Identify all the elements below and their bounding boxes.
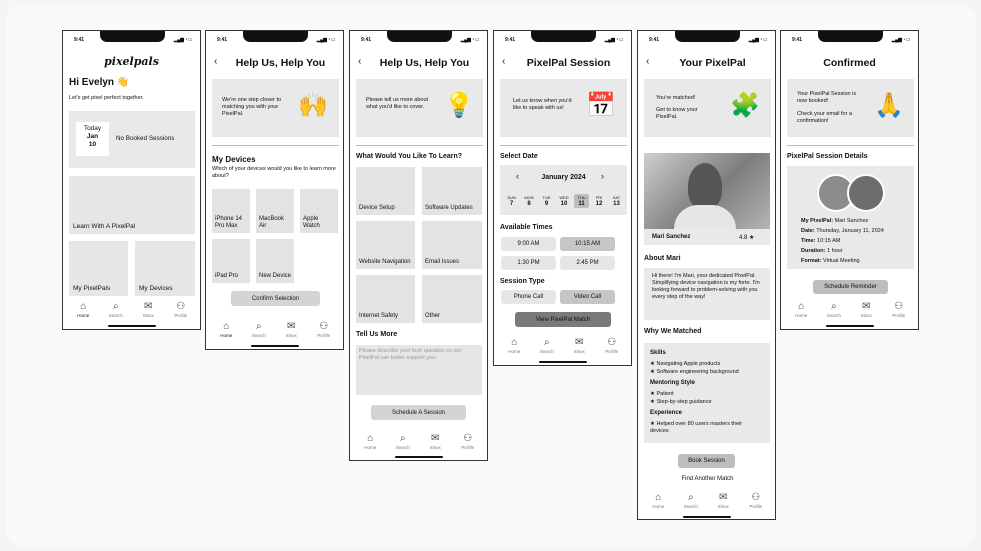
divider (212, 145, 339, 146)
status-time: 9:41 (74, 37, 85, 43)
topic-label: Internet Safety (359, 313, 399, 319)
tab-search-label: Search (539, 349, 554, 354)
home-icon: ⌂ (655, 492, 662, 503)
page-title: Confirmed (823, 57, 876, 69)
tab-profile[interactable] (598, 337, 626, 354)
profile-icon: ⚇ (751, 492, 761, 503)
device-option[interactable] (212, 239, 250, 283)
day-number: 9 (544, 201, 549, 207)
page-title: Help Us, Help You (379, 57, 470, 69)
skill-item: ★ Software engineering background (650, 369, 739, 375)
search-icon: ⌕ (830, 301, 837, 312)
device-option[interactable] (256, 189, 294, 233)
profile-icon: ⚇ (176, 301, 186, 312)
banner-booked: Your PixelPal Session is now booked! (797, 91, 857, 104)
topic-option[interactable] (356, 221, 415, 269)
tab-search[interactable] (245, 321, 273, 338)
tab-home[interactable] (69, 301, 97, 318)
status-time: 9:41 (649, 37, 660, 43)
topic-label: Other (425, 313, 441, 319)
book-session-button[interactable]: Book Session (678, 454, 735, 468)
tab-inbox[interactable] (134, 301, 162, 318)
confirm-selection-button[interactable]: Confirm Selection (231, 291, 320, 306)
rating: 4.8 ★ (739, 235, 755, 241)
profile-icon: ⚇ (894, 301, 904, 312)
tab-search-label: Search (251, 333, 266, 338)
section-heading: My Devices (212, 155, 256, 164)
status-time: 9:41 (792, 37, 803, 43)
learn-with-pixelpal-card[interactable] (69, 176, 195, 234)
avatar-shoulders (674, 205, 736, 229)
screen-session (493, 30, 632, 366)
detail-value: 1 hour (825, 248, 843, 254)
device-option[interactable] (212, 189, 250, 233)
tab-profile[interactable] (742, 492, 770, 509)
my-devices-card[interactable] (135, 241, 195, 296)
home-indicator (108, 325, 156, 327)
detail-key: My PixelPal: (801, 218, 834, 224)
profile-icon: ⚇ (607, 337, 617, 348)
day-name: SAT (612, 195, 621, 200)
divider (787, 145, 914, 146)
day-name: FRI (595, 195, 603, 200)
tab-inbox[interactable] (709, 492, 737, 509)
my-devices-label: My Devices (139, 285, 173, 292)
notch (675, 31, 740, 42)
status-time: 9:41 (361, 37, 372, 43)
home-indicator (683, 516, 731, 518)
tab-profile-label: Profile (749, 504, 763, 509)
divider (356, 145, 483, 146)
search-icon: ⌕ (399, 433, 406, 444)
page-title: Your PixelPal (679, 57, 746, 69)
tab-home-label: Home (77, 313, 90, 318)
tab-profile[interactable] (454, 433, 482, 450)
detail-key: Date: (801, 228, 815, 234)
tab-home[interactable] (644, 492, 672, 509)
status-icons: ▂▄▆ ◔ ▭ (748, 37, 767, 43)
back-icon[interactable]: ‹ (646, 56, 650, 67)
notch (531, 31, 596, 42)
tab-bar (210, 321, 340, 338)
home-indicator (826, 325, 874, 327)
notch (818, 31, 883, 42)
device-label: Apple Watch (303, 216, 320, 229)
section-question: Which of your devices would you like to learn more about? (212, 166, 336, 179)
day-cell[interactable] (557, 194, 572, 208)
topic-option[interactable] (422, 275, 482, 323)
schedule-reminder-button[interactable]: Schedule Reminder (813, 280, 888, 294)
tab-search[interactable] (389, 433, 417, 450)
banner-text: Let us know when you'd like to speak with us! (513, 98, 572, 111)
tab-home[interactable] (787, 301, 815, 318)
home-indicator (539, 361, 587, 363)
detail-row (801, 258, 860, 265)
tab-inbox-label: Inbox (285, 333, 297, 338)
back-icon[interactable]: ‹ (502, 56, 506, 67)
tab-home-label: Home (795, 313, 808, 318)
inbox-icon: ✉ (719, 492, 728, 503)
page-title: Help Us, Help You (235, 57, 326, 69)
banner-text: We're one step closer to matching you with your PixelPal. (222, 97, 282, 117)
back-icon[interactable]: ‹ (358, 56, 362, 67)
tab-profile[interactable] (885, 301, 913, 318)
lightbulb-brain-icon: 💡 (444, 92, 474, 119)
schedule-session-button[interactable]: Schedule A Session (371, 405, 466, 420)
tab-search[interactable] (820, 301, 848, 318)
tab-profile[interactable] (167, 301, 195, 318)
mentoring-heading: Mentoring Style (650, 380, 696, 386)
profile-icon: ⚇ (463, 433, 473, 444)
detail-row (801, 248, 843, 255)
notch (100, 31, 165, 42)
tab-profile-label: Profile (605, 349, 619, 354)
topic-label: Website Navigation (359, 259, 411, 265)
day-name: SUN (507, 195, 516, 200)
tab-search-label: Search (395, 445, 410, 450)
tab-inbox[interactable] (421, 433, 449, 450)
notch (387, 31, 452, 42)
detail-key: Time: (801, 238, 816, 244)
home-icon: ⌂ (511, 337, 518, 348)
tab-home[interactable] (500, 337, 528, 354)
day-number: 7 (509, 201, 514, 207)
hands-raised-icon: 🙌 (298, 92, 328, 119)
detail-key: Duration: (801, 248, 826, 254)
tab-home[interactable] (212, 321, 240, 338)
inbox-icon: ✉ (287, 321, 296, 332)
details-heading: PixelPal Session Details (787, 153, 868, 160)
banner-matched: You're matched! (656, 95, 696, 101)
tab-search-label: Search (683, 504, 698, 509)
my-pixelpals-card[interactable] (69, 241, 128, 296)
status-icons: ▂▄▆ ◔ ▭ (316, 37, 335, 43)
divider (500, 145, 627, 146)
device-label: iPad Pro (215, 273, 239, 279)
mentor-item: ★ Patient (650, 391, 674, 397)
banner-email: Check your email for a confirmation! (797, 111, 853, 124)
topic-option[interactable] (422, 167, 482, 215)
tab-profile[interactable] (310, 321, 338, 338)
search-icon: ⌕ (543, 337, 550, 348)
banner-text: Get to know your PixelPal. (656, 107, 698, 120)
today-month: Jan (86, 133, 99, 140)
tell-us-more-heading: Tell Us More (356, 331, 398, 338)
status-icons: ▂▄▆ ◔ ▭ (173, 37, 192, 43)
status-time: 9:41 (505, 37, 516, 43)
why-matched-heading: Why We Matched (644, 328, 702, 335)
search-icon: ⌕ (255, 321, 262, 332)
tab-home-label: Home (652, 504, 665, 509)
topic-label: Device Setup (359, 205, 395, 211)
tab-search[interactable] (677, 492, 705, 509)
tech-question-textarea[interactable]: Please describe your tech question so our PixelPal can better support you. (356, 345, 482, 395)
device-label: New Device (259, 273, 292, 279)
tab-inbox[interactable] (852, 301, 880, 318)
tab-search-label: Search (108, 313, 123, 318)
puzzle-icon: 🧩 (730, 92, 760, 119)
tab-bar (354, 433, 484, 450)
device-option[interactable] (300, 189, 338, 233)
tab-home[interactable] (356, 433, 384, 450)
mentor-text: Step-by-step guidance (656, 399, 712, 405)
tab-inbox-label: Inbox (573, 349, 585, 354)
tab-home-label: Home (220, 333, 233, 338)
status-icons: ▂▄▆ ◔ ▭ (604, 37, 623, 43)
tab-bar (642, 492, 772, 509)
topic-label: Email Issues (425, 259, 460, 265)
tab-inbox-label: Inbox (717, 504, 729, 509)
inbox-icon: ✉ (431, 433, 440, 444)
about-heading: About Mari (644, 255, 681, 262)
screen-your-pixelpal (637, 30, 776, 520)
day-cell-selected[interactable] (574, 194, 589, 208)
today-label: Today (83, 125, 102, 132)
profile-icon: ⚇ (319, 321, 329, 332)
day-name: TUE (542, 195, 551, 200)
detail-value: Virtual Meeting (821, 258, 860, 264)
bio-text: Hi there! I'm Mari, your dedicated PixelPal. Simplifying device navigation is my forte. I'm looking forward to problem-solving with you every step of the way! (644, 268, 770, 320)
home-icon: ⌂ (223, 321, 230, 332)
learn-label: Learn With A PixelPal (73, 223, 136, 230)
my-pixelpals-label: My PixelPals (73, 285, 111, 292)
inbox-icon: ✉ (144, 301, 153, 312)
high-five-icon: 🙏 (874, 92, 904, 119)
day-cell[interactable] (609, 194, 624, 208)
screen-topics (349, 30, 488, 461)
home-icon: ⌂ (80, 301, 87, 312)
tab-inbox-label: Inbox (429, 445, 441, 450)
video-call-option[interactable]: Video Call (560, 290, 615, 304)
detail-row (801, 218, 868, 225)
detail-row (801, 228, 884, 235)
tab-inbox[interactable] (277, 321, 305, 338)
day-name: THU (577, 195, 586, 200)
tab-bar (785, 301, 915, 318)
screen-home (62, 30, 201, 330)
home-indicator (251, 345, 299, 347)
tab-inbox-label: Inbox (142, 313, 154, 318)
day-number: 10 (560, 201, 568, 207)
tab-bar (67, 301, 197, 318)
time-slot[interactable]: 9:00 AM (501, 237, 556, 251)
detail-value: Thursday, January 11, 2024 (814, 228, 884, 234)
pixelpal-photo (644, 153, 770, 229)
day-number: 12 (595, 201, 603, 207)
greeting: Hi Evelyn 👋 (69, 77, 130, 88)
week-row (504, 194, 624, 208)
day-number: 11 (578, 201, 585, 207)
inbox-icon: ✉ (862, 301, 871, 312)
session-type-heading: Session Type (500, 278, 545, 285)
home-icon: ⌂ (367, 433, 374, 444)
tab-profile-label: Profile (174, 313, 188, 318)
detail-value: 10:15 AM (815, 238, 841, 244)
find-another-match-link[interactable]: Find Another Match (681, 476, 734, 482)
day-name: MON (524, 195, 534, 200)
tab-profile-label: Profile (317, 333, 331, 338)
day-cell[interactable] (592, 194, 607, 208)
day-cell[interactable] (504, 194, 519, 208)
screen-confirmed (780, 30, 919, 330)
skill-item: ★ Navigating Apple products (650, 361, 721, 367)
calendar-icon: 📅 (586, 92, 616, 119)
home-icon: ⌂ (798, 301, 805, 312)
calendar-date-badge (76, 122, 109, 156)
phone-call-option[interactable]: Phone Call (501, 290, 556, 304)
detail-value: Mari Sanchez (833, 218, 869, 224)
device-label: iPhone 14 Pro Max (215, 216, 243, 229)
app-logo: pixelpals (104, 55, 159, 68)
day-number: 8 (527, 201, 531, 207)
avatar (847, 174, 885, 212)
experience-item: ★ Helped over 80 users masters their devices (650, 421, 743, 434)
home-indicator (395, 456, 443, 458)
search-icon: ⌕ (112, 301, 119, 312)
detail-key: Format: (801, 258, 822, 264)
skill-text: Navigating Apple products (656, 361, 721, 367)
time-slot[interactable]: 1:30 PM (501, 256, 556, 270)
mentor-item: ★ Step-by-step guidance (650, 399, 712, 405)
skill-text: Software engineering background (656, 369, 739, 375)
topic-option[interactable] (356, 167, 415, 215)
skills-heading: Skills (650, 350, 666, 356)
view-match-button[interactable]: View PixelPal Match (515, 312, 611, 327)
tab-home-label: Home (508, 349, 521, 354)
day-name: WED (559, 195, 569, 200)
chevron-right-icon[interactable]: › (601, 171, 604, 181)
page-title: PixelPal Session (526, 57, 611, 69)
status-icons: ▂▄▆ ◔ ▭ (891, 37, 910, 43)
greeting-subtitle: Let's get pixel perfect together. (69, 95, 144, 101)
tab-bar (498, 337, 628, 354)
available-times-heading: Available Times (500, 224, 553, 231)
select-date-heading: Select Date (500, 153, 538, 160)
calendar-month: January 2024 (541, 174, 586, 181)
notch (243, 31, 308, 42)
tab-inbox[interactable] (565, 337, 593, 354)
pixelpal-name: Mari Sanchez (652, 234, 691, 240)
no-sessions-text: No Booked Sessions (116, 135, 175, 142)
mentor-text: Patient (656, 391, 674, 397)
tab-search[interactable] (102, 301, 130, 318)
today-day: 10 (88, 141, 97, 148)
day-cell[interactable] (539, 194, 554, 208)
chevron-left-icon[interactable]: ‹ (516, 171, 519, 181)
status-time: 9:41 (217, 37, 228, 43)
avatar (688, 163, 722, 209)
day-number: 13 (613, 201, 620, 207)
status-icons: ▂▄▆ ◔ ▭ (460, 37, 479, 43)
tab-search[interactable] (533, 337, 561, 354)
topic-option[interactable] (356, 275, 415, 323)
tab-inbox-label: Inbox (860, 313, 872, 318)
experience-text: Helped over 80 users masters their devices (650, 421, 743, 434)
tab-profile-label: Profile (461, 445, 475, 450)
tab-home-label: Home (364, 445, 377, 450)
banner-text: Please tell us more about what you'd like to cover. (366, 97, 429, 110)
time-slot-selected[interactable]: 10:15 AM (560, 237, 615, 251)
search-icon: ⌕ (687, 492, 694, 503)
topic-option[interactable] (422, 221, 482, 269)
detail-row (801, 238, 840, 245)
day-cell[interactable] (522, 194, 537, 208)
tab-profile-label: Profile (892, 313, 906, 318)
tab-search-label: Search (826, 313, 841, 318)
device-label: MacBook Air (259, 216, 285, 229)
back-icon[interactable]: ‹ (214, 56, 218, 67)
topic-label: Software Updates (425, 205, 473, 211)
experience-heading: Experience (650, 410, 683, 416)
inbox-icon: ✉ (575, 337, 584, 348)
screen-devices (205, 30, 344, 350)
time-slot[interactable]: 2:45 PM (560, 256, 615, 270)
device-option[interactable] (256, 239, 294, 283)
section-heading: What Would You Like To Learn? (356, 153, 463, 160)
